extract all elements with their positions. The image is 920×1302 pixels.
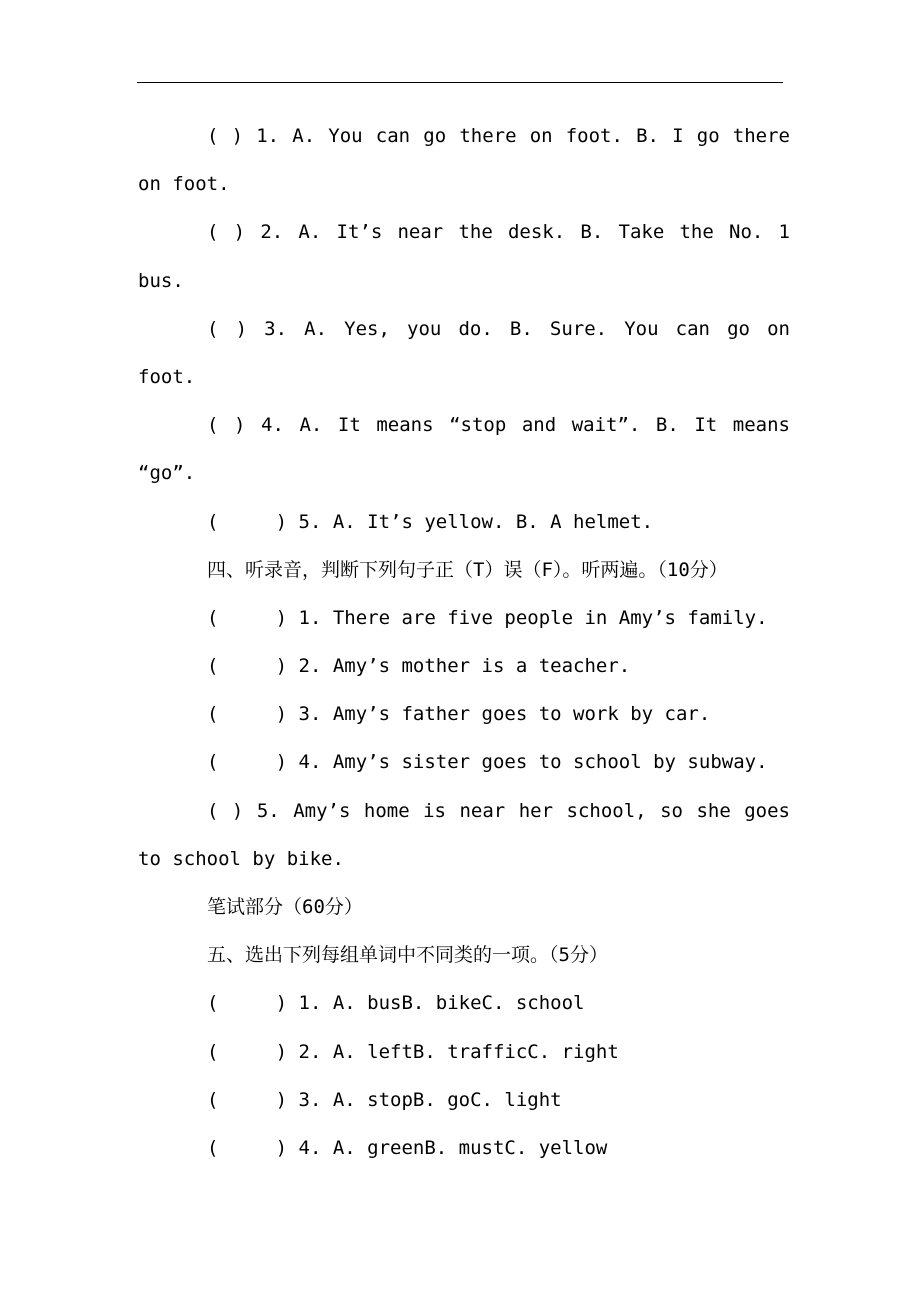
section-heading: 五、选出下列每组单词中不同类的一项。（5分） (207, 944, 608, 967)
section-heading: 笔试部分（60分） (207, 896, 363, 918)
text-line: ( ) 3. A. stopB. goC. light (207, 1088, 562, 1111)
header-rule (137, 82, 783, 83)
text-line: ( ) 3. Amy’s father goes to work by car. (207, 703, 711, 726)
text-line: ( ) 4. Amy’s sister goes to school by subway. (207, 751, 768, 774)
text-line: ( ) 4. A. It means “stop and wait”. B. It means (207, 414, 790, 437)
text-line: ( ) 5. A. It’s yellow. B. A helmet. (207, 510, 654, 533)
text-line: ( ) 1. A. You can go there on foot. B. I go there (207, 125, 790, 147)
text-line: ( ) 3. A. Yes, you do. B. Sure. You can go on (207, 317, 790, 340)
text-line: ( ) 2. A. It’s near the desk. B. Take the No. 1 (207, 221, 790, 244)
text-line: ( ) 1. There are five people in Amy’s family. (207, 606, 768, 629)
text-line: to school by bike. (138, 847, 344, 870)
text-line: ( ) 2. A. leftB. trafficC. right (207, 1040, 619, 1063)
text-line: foot. (138, 365, 196, 388)
text-line: ( ) 1. A. busB. bikeC. school (207, 992, 585, 1015)
text-line: ( ) 4. A. greenB. mustC. yellow (207, 1136, 608, 1159)
document-body (138, 116, 790, 1176)
section-heading: 四、听录音，判断下列句子正（T）误（F）。听两遍。（10分） (207, 558, 728, 581)
text-line: bus. (138, 269, 184, 292)
text-line: ( ) 5. Amy’s home is near her school, so she goes (207, 799, 790, 822)
text-line: on foot. (138, 173, 230, 196)
text-line: ( ) 2. Amy’s mother is a teacher. (207, 655, 631, 678)
text-line: “go”. (138, 462, 196, 485)
